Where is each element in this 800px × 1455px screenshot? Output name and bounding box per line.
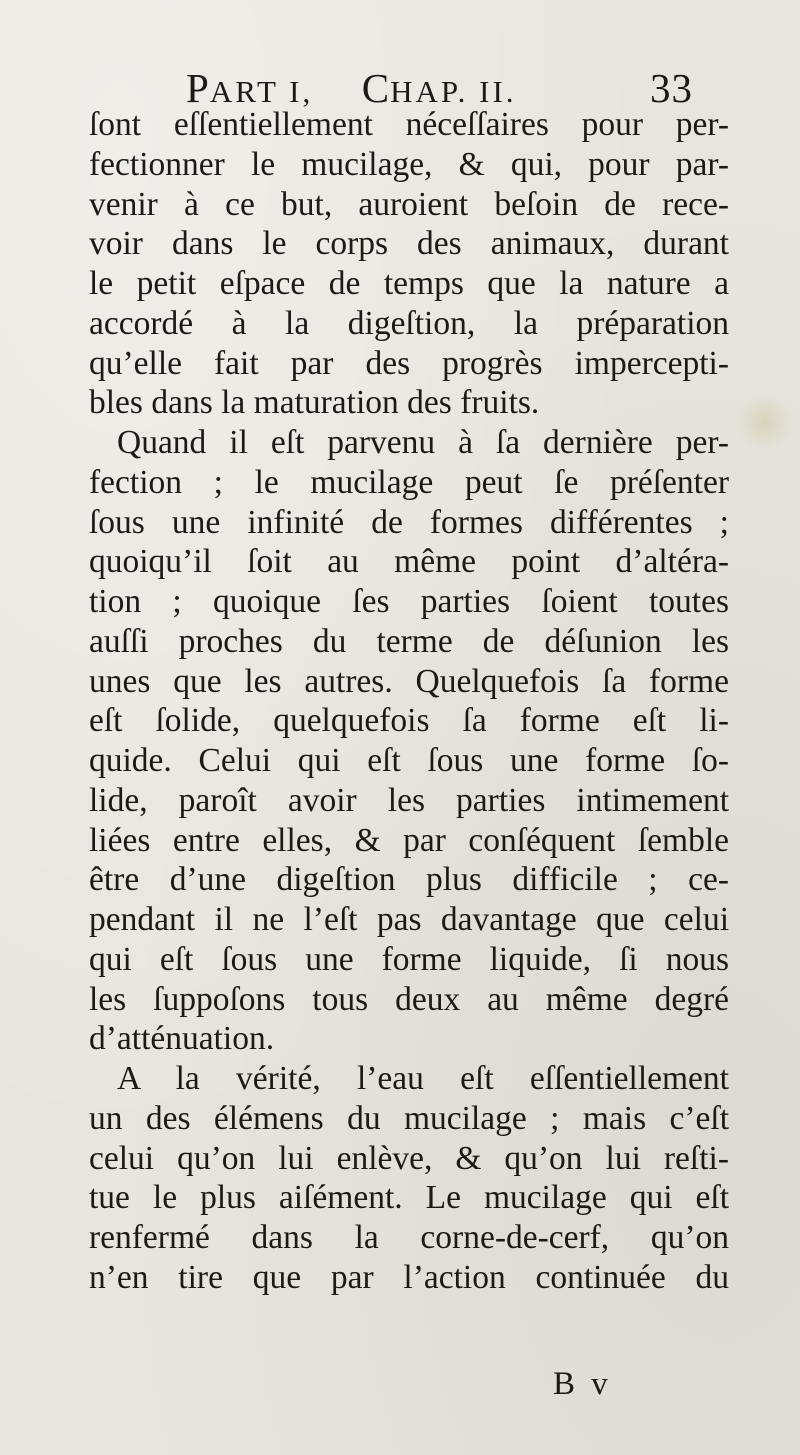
- text-line: A la vérité, l’eau eſt eſſentiellement: [117, 1060, 729, 1097]
- paper-stain: [735, 395, 795, 450]
- text-line: fectionner le mucilage, & qui, pour par-: [89, 145, 729, 183]
- text-line: Quand il eſt parvenu à ſa dernière per-: [117, 424, 729, 461]
- text-line: être d’une digeſtion plus difficile ; ce-: [89, 861, 729, 899]
- body-text: [89, 105, 729, 1298]
- text-line: eſt ſolide, quelquefois ſa forme eſt li-: [89, 702, 729, 740]
- text-line: liées entre elles, & par conſéquent ſemble: [89, 821, 729, 859]
- text-line: quoiqu’il ſoit au même point d’altéra-: [89, 543, 729, 581]
- header-chapter: CHAP. II.: [361, 65, 517, 111]
- text-line: fection ; le mucilage peut ſe préſenter: [89, 463, 729, 501]
- signature-mark: B v: [553, 1366, 612, 1402]
- text-line: accordé à la digeſtion, la préparation: [89, 304, 729, 342]
- text-line: bles dans la maturation des fruits.: [89, 384, 540, 422]
- text-line: qu’elle fait par des progrès impercepti-: [89, 344, 729, 382]
- text-line: auſſi proches du terme de déſunion les: [89, 622, 729, 660]
- text-line: ſous une infinité de formes différentes ;: [89, 503, 729, 541]
- text-line: tue le plus aiſément. Le mucilage qui eſt: [89, 1179, 729, 1217]
- text-line: lide, paroît avoir les parties intimement: [89, 781, 729, 819]
- text-line: venir à ce but, auroient beſoin de rece-: [89, 185, 729, 223]
- text-line: un des élémens du mucilage ; mais c’eſt: [89, 1099, 729, 1137]
- text-line: qui eſt ſous une forme liquide, ſi nous: [89, 940, 729, 978]
- text-line: les ſuppoſons tous deux au même degré: [89, 980, 729, 1018]
- text-line: renfermé dans la corne-de-cerf, qu’on: [89, 1219, 729, 1256]
- text-line: tion ; quoique ſes parties ſoient toutes: [89, 583, 729, 620]
- text-line: n’en tire que par l’action continuée du: [89, 1258, 729, 1296]
- page-number: 33: [650, 65, 693, 111]
- text-line: pendant il ne l’eſt pas davantage que celui: [89, 901, 729, 938]
- header-part: PART I,: [186, 65, 314, 111]
- text-line: celui qu’on lui enlève, & qu’on lui reſti-: [89, 1139, 729, 1177]
- text-line: voir dans le corps des animaux, durant: [89, 225, 729, 263]
- text-line: ſont eſſentiellement néceſſaires pour per-: [89, 106, 729, 143]
- text-line: d’atténuation.: [89, 1020, 275, 1058]
- text-line: unes que les autres. Quelquefois ſa forme: [89, 662, 729, 700]
- text-line: quide. Celui qui eſt ſous une forme ſo-: [89, 742, 729, 779]
- text-line: le petit eſpace de temps que la nature a: [89, 265, 729, 302]
